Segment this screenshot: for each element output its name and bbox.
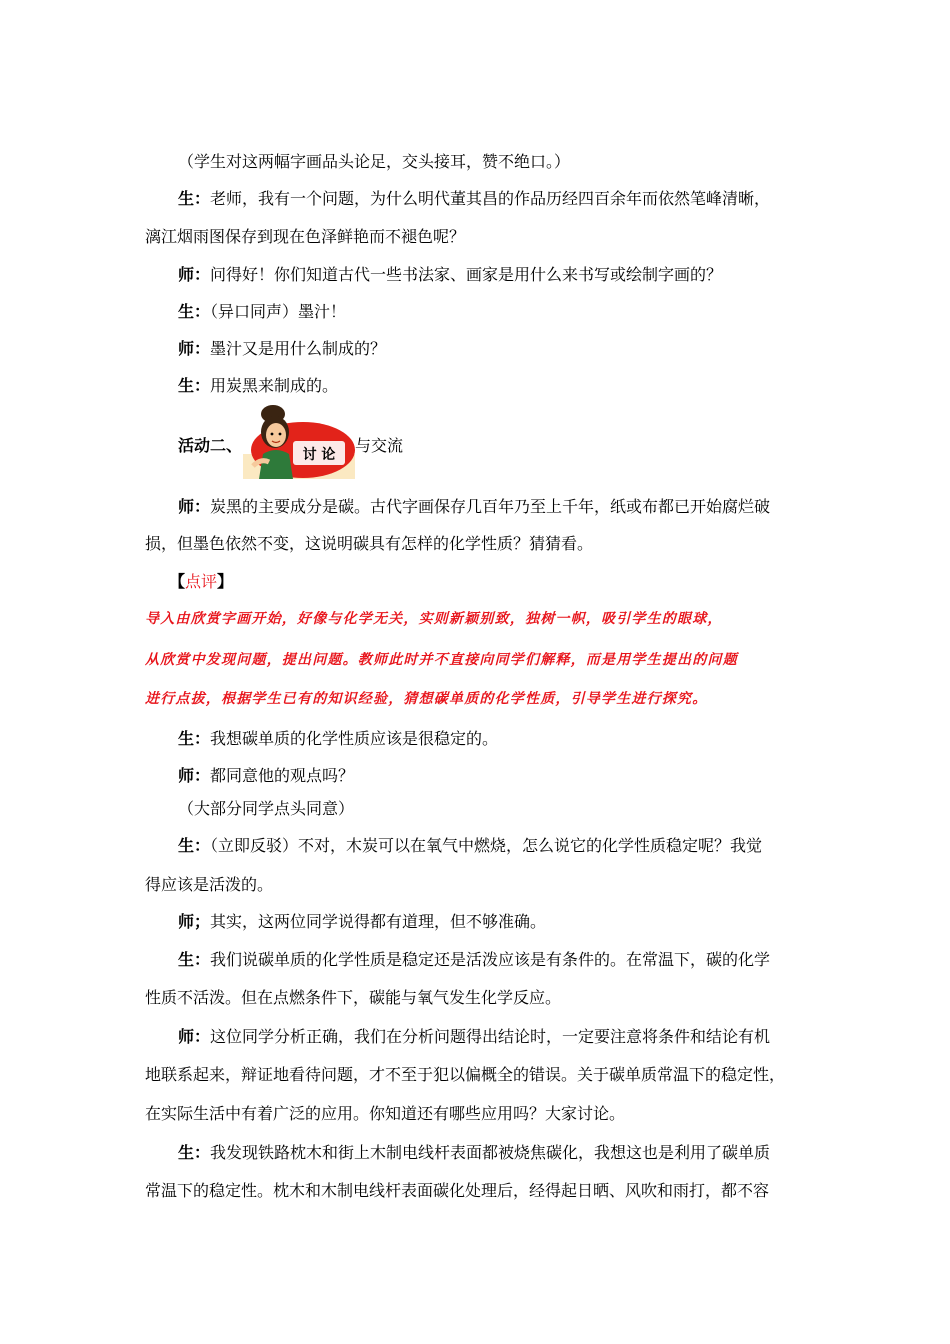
paragraph-text: （学生对这两幅字画品头论足，交头接耳，赞不绝口。） bbox=[178, 152, 571, 171]
paragraph-text: 问得好！你们知道古代一些书法家、画家是用什么来书写或绘制字画的？ bbox=[210, 265, 723, 284]
review-label: 点评 bbox=[185, 572, 218, 591]
speaker-label: 师； bbox=[178, 912, 211, 931]
paragraph-text: 损，但墨色依然不变，这说明碳具有怎样的化学性质？猜猜看。 bbox=[145, 534, 594, 553]
paragraph bbox=[178, 339, 848, 359]
speaker-label: 生： bbox=[178, 302, 211, 321]
paragraph-text: （异口同声）墨汁！ bbox=[210, 302, 347, 321]
paragraph bbox=[178, 1143, 848, 1163]
paragraph-text: 老师，我有一个问题，为什么明代董其昌的作品历经四百余年而依然笔峰清晰， bbox=[210, 189, 771, 208]
paragraph bbox=[178, 766, 848, 786]
paragraph bbox=[145, 1181, 815, 1201]
paragraph bbox=[145, 1104, 815, 1124]
speaker-label: 生： bbox=[178, 376, 211, 395]
paragraph bbox=[145, 227, 815, 247]
speaker-label: 师： bbox=[178, 265, 211, 284]
speaker-label: 生： bbox=[178, 836, 211, 855]
paragraph-text: 墨汁又是用什么制成的？ bbox=[210, 339, 387, 358]
paragraph-text: 常温下的稳定性。枕木和木制电线杆表面碳化处理后，经得起日晒、风吹和雨打，都不容 bbox=[145, 1181, 770, 1200]
paragraph bbox=[178, 497, 848, 517]
paragraph bbox=[178, 376, 848, 396]
paragraph-text: 性质不活泼。但在点燃条件下，碳能与氧气发生化学反应。 bbox=[145, 988, 562, 1007]
paragraph bbox=[145, 534, 815, 554]
paragraph-text: 用炭黑来制成的。 bbox=[210, 376, 339, 395]
paragraph bbox=[178, 302, 848, 322]
speaker-label: 师： bbox=[178, 339, 211, 358]
speaker-label: 师： bbox=[178, 766, 211, 785]
paragraph-text: 在实际生活中有着广泛的应用。你知道还有哪些应用吗？大家讨论。 bbox=[145, 1104, 626, 1123]
paragraph bbox=[178, 152, 848, 172]
paragraph bbox=[145, 875, 815, 895]
comment-line: 导入由欣赏字画开始，好像与化学无关，实则新颖别致，独树一帜，吸引学生的眼球， bbox=[145, 611, 723, 627]
paragraph-text: 我发现铁路枕木和街上木制电线杆表面都被烧焦碳化，我想这也是利用了碳单质 bbox=[210, 1143, 771, 1162]
speaker-label: 师： bbox=[178, 497, 211, 516]
paragraph bbox=[178, 912, 848, 932]
paragraph-text: （立即反驳）不对，木炭可以在氧气中燃烧，怎么说它的化学性质稳定呢？我觉 bbox=[210, 836, 763, 855]
activity-heading: 活动二、 bbox=[178, 436, 243, 455]
paragraph bbox=[145, 1065, 815, 1085]
speaker-label: 生： bbox=[178, 950, 211, 969]
paragraph bbox=[178, 799, 848, 819]
speaker-label: 生： bbox=[178, 189, 211, 208]
badge-text: 讨 论 bbox=[302, 447, 336, 463]
paragraph-text: 都同意他的观点吗？ bbox=[210, 766, 355, 785]
speaker-label: 生： bbox=[178, 1143, 211, 1162]
paragraph-text: 这位同学分析正确，我们在分析问题得出结论时，一定要注意将条件和结论有机 bbox=[210, 1027, 771, 1046]
discussion-illustration bbox=[243, 404, 355, 479]
paragraph-text: 其实，这两位同学说得都有道理，但不够准确。 bbox=[210, 912, 547, 931]
paragraph-text: 漓江烟雨图保存到现在色泽鲜艳而不褪色呢？ bbox=[145, 227, 466, 246]
comment-line: 进行点拔，根据学生已有的知识经验，猜想碳单质的化学性质，引导学生进行探究。 bbox=[145, 691, 708, 707]
paragraph bbox=[178, 189, 848, 209]
paragraph-text: 我们说碳单质的化学性质是稳定还是活泼应该是有条件的。在常温下，碳的化学 bbox=[210, 950, 771, 969]
paragraph-text: 我想碳单质的化学性质应该是很稳定的。 bbox=[210, 729, 499, 748]
paragraph bbox=[178, 729, 848, 749]
speaker-label: 生： bbox=[178, 729, 211, 748]
paragraph bbox=[178, 950, 848, 970]
paragraph bbox=[145, 988, 815, 1008]
paragraph bbox=[178, 1027, 848, 1047]
review-heading: 【点评】 bbox=[169, 572, 234, 591]
paragraph bbox=[178, 265, 848, 285]
paragraph-text: 得应该是活泼的。 bbox=[145, 875, 274, 894]
paragraph-text: （大部分同学点头同意） bbox=[178, 799, 355, 818]
comment-line: 从欣赏中发现问题，提出问题。教师此时并不直接向同学们解释，而是用学生提出的问题 bbox=[145, 652, 738, 668]
paragraph bbox=[178, 836, 848, 856]
paragraph-text: 炭黑的主要成分是碳。古代字画保存几百年乃至上千年，纸或布都已开始腐烂破 bbox=[210, 497, 771, 516]
paragraph-text: 地联系起来，辩证地看待问题，才不至于犯以偏概全的错误。关于碳单质常温下的稳定性， bbox=[145, 1065, 786, 1084]
activity-suffix: 与交流 bbox=[355, 436, 404, 455]
speaker-label: 师： bbox=[178, 1027, 211, 1046]
